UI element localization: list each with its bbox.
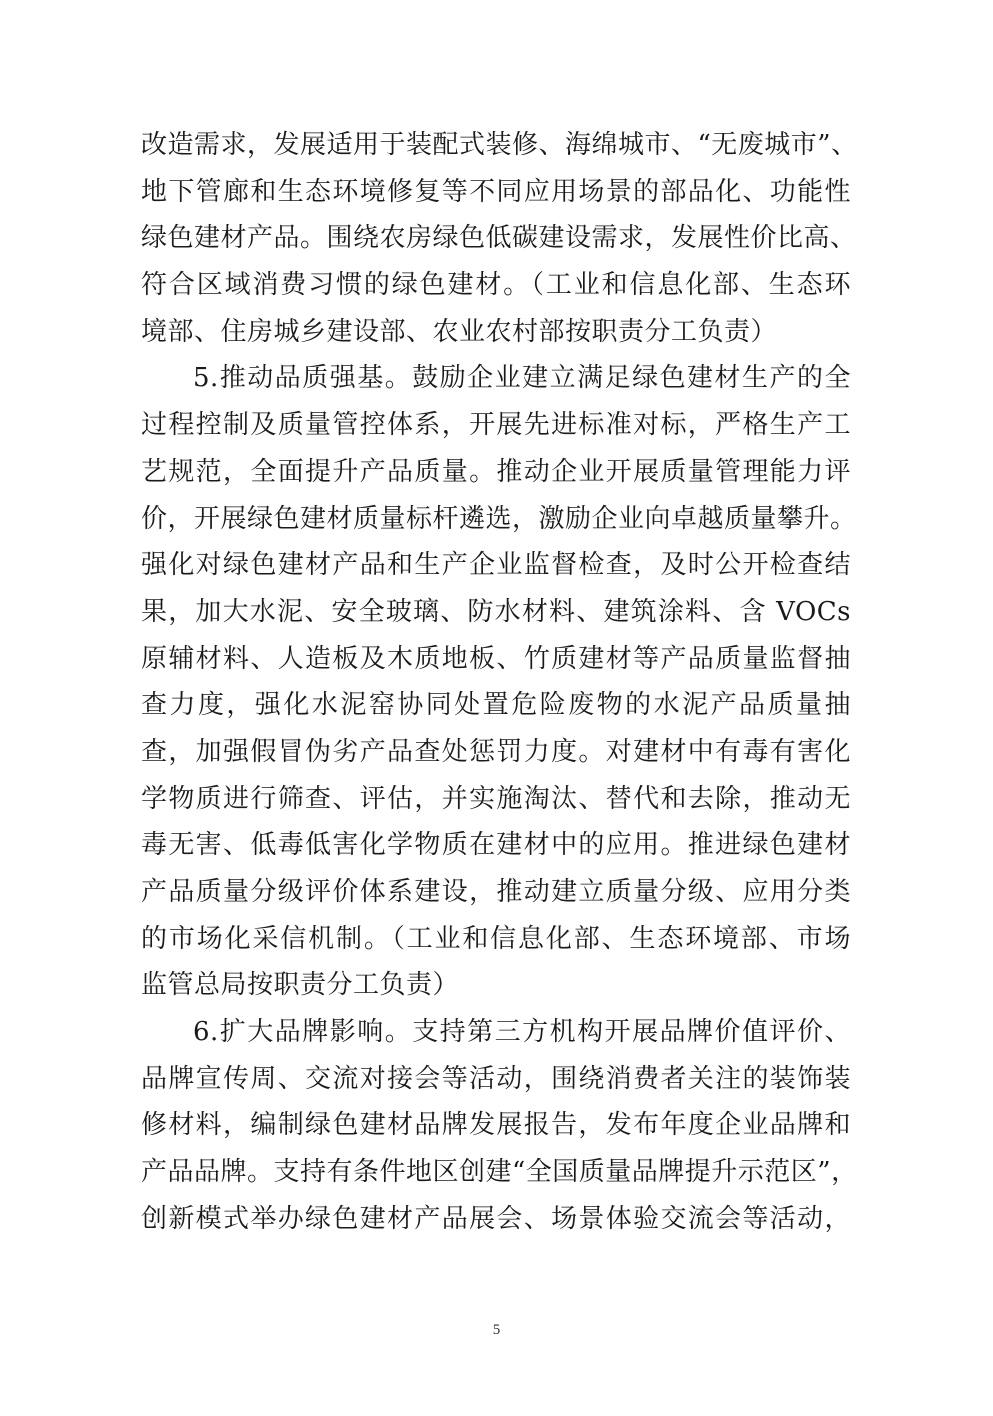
text-line: 艺规范，全面提升产品质量。推动企业开展质量管理能力评 (141, 456, 851, 487)
text-line: 绿色建材产品。围绕农房绿色低碳建设需求，发展性价比高、 (141, 223, 857, 254)
text-line: 6.扩大品牌影响。支持第三方机构开展品牌价值评价、 (193, 1017, 851, 1048)
text-line: 符合区域消费习惯的绿色建材。（工业和信息化部、生态环 (141, 270, 851, 301)
text-line: 5.推动品质强基。鼓励企业建立满足绿色建材生产的全 (193, 363, 851, 394)
text-line: 改造需求，发展适用于装配式装修、海绵城市、“无废城市”、 (141, 130, 858, 160)
text-line: 修材料，编制绿色建材品牌发展报告，发布年度企业品牌和 (141, 1110, 851, 1141)
text-line: 产品质量分级评价体系建设，推动建立质量分级、应用分类 (141, 877, 851, 907)
text-line: 过程控制及质量管控体系，开展先进标准对标，严格生产工 (141, 410, 851, 441)
text-line: 查，加强假冒伪劣产品查处惩罚力度。对建材中有毒有害化 (141, 736, 851, 767)
text-line: 强化对绿色建材产品和生产企业监督检查，及时公开检查结 (141, 550, 851, 581)
page-number: 5 (492, 1322, 501, 1338)
text-line: 产品品牌。支持有条件地区创建“全国质量品牌提升示范区”， (141, 1157, 858, 1188)
text-line: 学物质进行筛查、评估，并实施淘汰、替代和去除，推动无 (141, 783, 851, 814)
text-line: 原辅材料、人造板及木质地板、竹质建材等产品质量监督抽 (141, 643, 851, 674)
text-line: 的市场化采信机制。（工业和信息化部、生态环境部、市场 (141, 923, 851, 954)
text-line: 监管总局按职责分工负责） (141, 970, 460, 1001)
text-line: 创新模式举办绿色建材产品展会、场景体验交流会等活动， (141, 1203, 851, 1234)
text-line: 品牌宣传周、交流对接会等活动，围绕消费者关注的装饰装 (141, 1063, 851, 1094)
body-text (141, 122, 858, 1243)
text-line: 地下管廊和生态环境修复等不同应用场景的部品化、功能性 (141, 176, 851, 207)
text-line: 果，加大水泥、安全玻璃、防水材料、建筑涂料、含 VOCs (141, 596, 851, 627)
text-line: 毒无害、低毒低害化学物质在建材中的应用。推进绿色建材 (141, 830, 851, 861)
text-line: 价，开展绿色建材质量标杆遴选，激励企业向卓越质量攀升。 (141, 503, 857, 534)
text-line: 境部、住房城乡建设部、农业农村部按职责分工负责） (141, 316, 778, 347)
text-line: 查力度，强化水泥窑协同处置危险废物的水泥产品质量抽 (141, 690, 851, 721)
